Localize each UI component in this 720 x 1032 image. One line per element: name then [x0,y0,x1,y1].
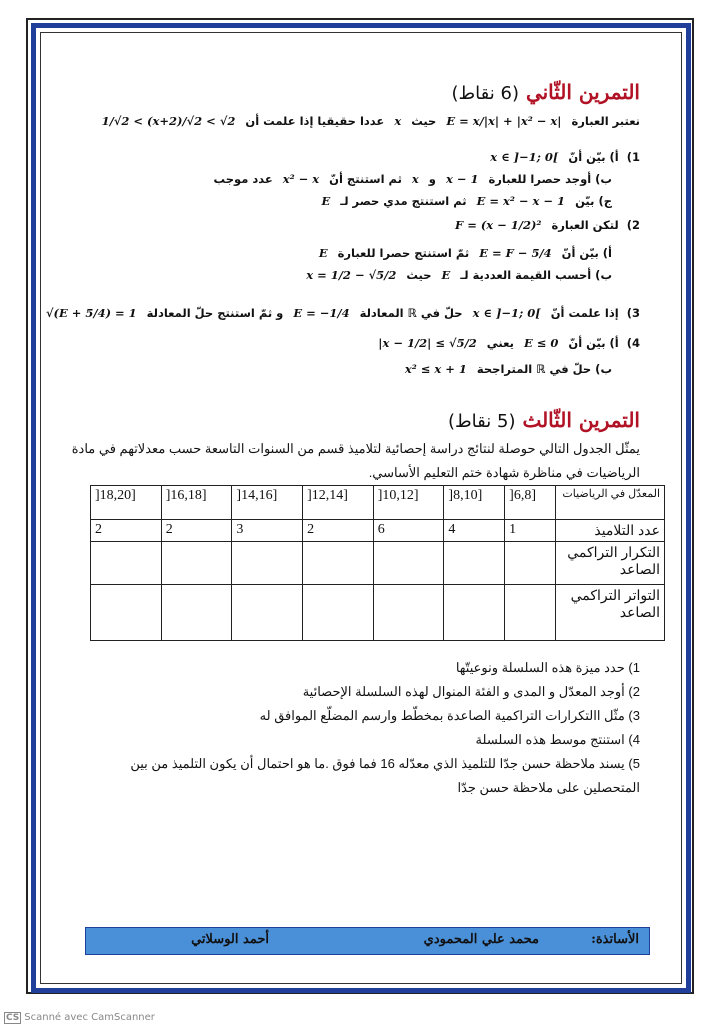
math-expression: x [411,172,419,186]
math-expression: x ∈ ]−1; 0[ [490,150,559,164]
line-text: أ) بيّن أنّ [568,336,619,350]
math-expression: √(E + 5/4) = 1 [45,306,137,320]
math-expression: E [321,194,331,208]
math-expression: x ∈ ]−1; 0[ [472,306,541,320]
exercise2-line [313,246,612,260]
item-number: 2) [628,684,640,699]
math-expression: E = x² − x − 1 [476,194,566,208]
line-text: أ) بيّن أنّ [568,150,619,164]
math-expression: 1/√2 < (x+2)/√2 < √2 [101,114,236,128]
exercise2-line [96,114,640,128]
empty-cell [373,585,444,641]
exercise2-line [300,268,612,282]
exercise2-line [40,306,640,320]
exercise2-title [451,80,640,104]
teachers-footer [85,927,650,955]
line-text: ثم استنتج أنّ [329,172,402,186]
count-cell: 4 [444,520,505,542]
empty-cell [303,585,374,641]
class-cell: [14,16[ [232,486,303,520]
math-expression: x [394,114,402,128]
line-text: عدد موجب [213,172,273,186]
question-item [80,680,640,704]
question-text: يسند ملاحظة حسن جدّا للتلميذ الذي معدّله 16 فما فوق .ما هو احتمال أن يكون التلميذ من بين المتحصلين على ملاحظة حسن جدّا [130,756,640,795]
line-text: ج) بيّن [575,194,612,208]
line-text: و ثمّ استنتج حلّ المعادلة [146,306,284,320]
empty-cell [444,542,505,585]
question-item [80,752,640,800]
empty-cell [505,542,556,585]
line-text: حيث [411,114,437,128]
item-number: 2) [626,218,640,232]
line-text: إذا علمت أنّ [550,306,619,320]
table-row-classes [91,486,665,520]
line-text: عددا حقيقيا إذا علمت أن [245,114,385,128]
exercise2-title-text: التمرين الثّاني [525,80,640,104]
item-number: 3) [628,708,640,723]
math-expression: E [318,246,328,260]
count-cell: 3 [232,520,303,542]
class-cell: [6,8[ [505,486,556,520]
class-cell: [8,10[ [444,486,505,520]
question-text: مثّل االتكرارات التراكمية الصاعدة بمخطّط وارسم المضلّع الموافق له [259,708,625,723]
row-header: عدد التلاميذ [556,520,665,542]
exercise2-points: (6 نقاط) [451,83,519,104]
item-number: 4) [626,336,640,350]
exercise2-line [316,194,613,208]
line-text: ب) أحسب القيمة العددية لـ [460,268,612,282]
item-number: 1) [626,150,640,164]
line-text: ب) حلّ في ℝ المتراجحة [476,362,612,376]
math-expression: x² ≤ x + 1 [404,362,467,376]
exercise2-line [449,218,640,232]
camscanner-logo: CS [6,1013,20,1023]
count-cell: 2 [91,520,162,542]
exercise2-line [484,150,640,164]
class-cell: [10,12[ [373,486,444,520]
question-item [80,704,640,728]
count-cell: 2 [303,520,374,542]
count-cell: 1 [505,520,556,542]
line-text: أ) بيّن أنّ [561,246,612,260]
exercise3-title [448,408,640,432]
teachers-label: الأساتذة: [591,932,639,947]
empty-cell [91,585,162,641]
empty-cell [91,542,162,585]
empty-cell [373,542,444,585]
question-item [80,728,640,752]
empty-cell [232,585,303,641]
item-number: 3) [626,306,640,320]
empty-cell [232,542,303,585]
math-expression: x = 1/2 − √5/2 [306,268,397,282]
teacher-name: محمد علي المحمودي [423,932,539,947]
count-cell: 2 [161,520,232,542]
table-row-cumulative-relative [91,585,665,641]
math-expression: |x − 1/2| ≤ √5/2 [378,336,477,350]
line-text: و [428,172,436,186]
line-text: نعتبر العبارة [571,114,640,128]
exercise2-line [214,172,612,186]
exercise2-line [399,362,612,376]
empty-cell [444,585,505,641]
line-text: ب) أوجد حصرا للعبارة [488,172,612,186]
statistics-table [90,485,665,641]
teacher-name: أحمد الوسلاتي [191,932,269,947]
row-header: التواتر التراكمي الصاعد [556,585,665,641]
count-cell: 6 [373,520,444,542]
empty-cell [161,542,232,585]
exercise3-points: (5 نقاط) [447,411,516,432]
class-cell: [12,14[ [303,486,374,520]
exercise3-title-text: التمرين الثّالث [522,408,640,432]
math-expression: E ≤ 0 [523,336,559,350]
line-text: حيث [406,268,432,282]
class-cell: [16,18[ [161,486,232,520]
table-row-counts [91,520,665,542]
item-number: 5) [628,756,640,771]
empty-cell [505,585,556,641]
question-text: استنتج موسط هذه السلسلة [475,732,625,747]
line-text: لتكن العبارة [551,218,619,232]
math-expression: F = (x − 1/2)² [455,218,542,232]
math-expression: E = x/|x| + |x² − x| [446,114,562,128]
row-header: المعدّل في الرياضيات [556,486,665,520]
class-cell: [18,20[ [91,486,162,520]
empty-cell [303,542,374,585]
item-number: 1) [628,660,640,675]
exercise2-line [372,336,640,350]
math-expression: x² − x [282,172,320,186]
math-expression: E = −1/4 [293,306,350,320]
row-header: التكرار التراكمي الصاعد [556,542,665,585]
table-row-cumulative-frequency [91,542,665,585]
line-text: يعني [486,336,514,350]
math-expression: x − 1 [445,172,479,186]
question-text: أوجد المعدّل و المدى و الفئة المنوال لهذه السلسلة الإحصائية [302,684,625,699]
watermark-text: Scanné avec CamScanner [24,1012,155,1023]
exercise3-intro: يمثّل الجدول التالي حوصلة لنتائج دراسة إحصائية لتلاميذ قسم من السنوات التاسعة حسب معدلاتهم في مادة الرياضيات في مناظرة شهادة ختم التعليم الأساسي. [71,441,640,480]
math-expression: E = F − 5/4 [479,246,552,260]
line-text: حلّ في ℝ المعادلة [359,306,463,320]
line-text: ثم استنتج مدي حصر لـ [340,194,467,208]
question-item [80,656,640,680]
camscanner-watermark [4,1012,155,1023]
question-text: حدد ميزة هذه السلسلة ونوعيتّها [455,660,625,675]
line-text: ثمّ استنتج حصرا للعبارة [337,246,470,260]
item-number: 4) [628,732,640,747]
empty-cell [161,585,232,641]
math-expression: E [441,268,451,282]
